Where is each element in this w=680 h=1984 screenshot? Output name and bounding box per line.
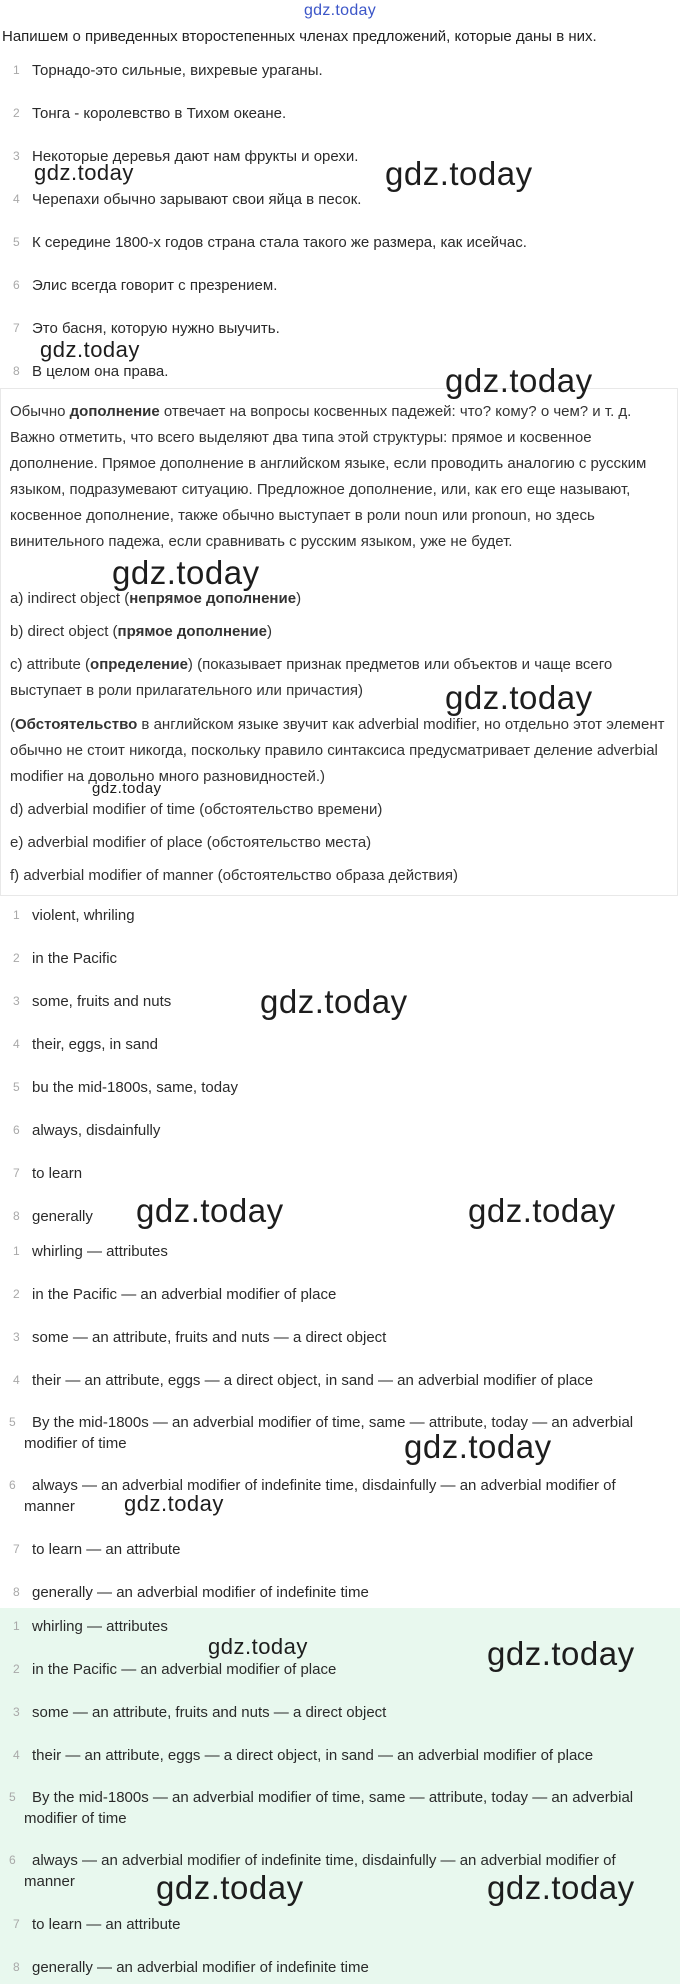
watermark: gdz.today	[208, 1634, 308, 1659]
watermark: gdz.today	[124, 1491, 224, 1516]
item-number: 5	[9, 1790, 16, 1804]
answer-text: bu the mid-1800s, same, today	[32, 1079, 238, 1096]
theory-text: c) attribute (	[10, 656, 91, 673]
list-item	[0, 1475, 670, 1517]
answer-text: some, fruits and nuts	[32, 993, 172, 1010]
item-number: 2	[13, 951, 20, 965]
watermark: gdz.today	[487, 1869, 635, 1906]
answer-text: By the mid-1800s — an adverbial modifier of time, same — attribute, today — an adverbial modifier of time	[24, 1414, 634, 1452]
theory-item-c	[10, 652, 672, 704]
watermark: gdz.today	[112, 554, 260, 591]
watermark: gdz.today	[92, 780, 162, 797]
list-item	[0, 1327, 386, 1348]
theory-item-d: d) adverbial modifier of time (обстоятельство времени)	[10, 801, 383, 818]
item-number: 6	[9, 1478, 16, 1492]
list-item	[0, 1659, 336, 1680]
answer-text: always, disdainfully	[32, 1122, 161, 1139]
answer-text: generally — an adverbial modifier of indefinite time	[32, 1584, 369, 1601]
list-item	[0, 232, 527, 253]
item-number: 3	[13, 149, 20, 163]
item-number: 2	[13, 1662, 20, 1676]
list-item	[0, 146, 358, 167]
theory-term: определение	[90, 656, 188, 673]
list-item	[0, 1077, 238, 1098]
list-item	[0, 1702, 386, 1723]
item-number: 4	[13, 1373, 20, 1387]
theory-adverbial-note	[10, 712, 672, 790]
watermark: gdz.today	[40, 337, 140, 362]
watermark: gdz.today	[385, 155, 533, 192]
theory-text: в английском языке звучит как adverbial modifier, но отдельно этот элемент обычно не стоит никогда, поскольку правило синтаксиса предусматривает деление adverbial modifier на довольно много разновидностей.)	[10, 716, 665, 785]
theory-term: прямое дополнение	[117, 623, 267, 640]
theory-text: a) indirect object (	[10, 590, 130, 607]
item-number: 4	[13, 1748, 20, 1762]
item-number: 6	[13, 278, 20, 292]
watermark: gdz.today	[487, 1635, 635, 1672]
answer-text: in the Pacific — an adverbial modifier of place	[32, 1661, 337, 1678]
answer-text: some — an attribute, fruits and nuts — a direct object	[32, 1329, 387, 1346]
theory-text: (	[10, 716, 15, 733]
answer-text: to learn	[32, 1165, 83, 1182]
theory-paragraph	[10, 399, 672, 555]
list-item	[0, 991, 171, 1012]
list-item	[0, 1241, 168, 1262]
answer-text: their — an attribute, eggs — a direct object, in sand — an adverbial modifier of place	[32, 1747, 594, 1764]
item-number: 3	[13, 1330, 20, 1344]
list-item	[0, 103, 286, 124]
item-number: 1	[13, 1244, 20, 1258]
item-number: 4	[13, 1037, 20, 1051]
list-item	[0, 1284, 336, 1305]
list-item	[0, 318, 280, 339]
item-number: 8	[13, 1585, 20, 1599]
theory-item-f: f) adverbial modifier of manner (обстоятельство образа действия)	[10, 867, 458, 884]
list-item	[0, 1582, 369, 1603]
watermark: gdz.today	[136, 1192, 284, 1229]
list-item	[0, 1914, 180, 1935]
sentence-text: Торнадо-это сильные, вихревые ураганы.	[32, 62, 323, 79]
watermark: gdz.today	[260, 983, 408, 1020]
watermark: gdz.today	[445, 679, 593, 716]
list-item	[0, 1034, 158, 1055]
list-item	[0, 1957, 369, 1978]
task-intro: Напишем о приведенных второстепенных членах предложений, которые даны в них.	[2, 28, 597, 45]
list-item	[0, 1745, 593, 1766]
theory-item-a	[10, 586, 672, 612]
watermark: gdz.today	[156, 1869, 304, 1906]
sentence-text: К середине 1800-х годов страна стала такого же размера, как исейчас.	[32, 234, 527, 251]
theory-term: дополнение	[69, 403, 160, 420]
watermark: gdz.today	[34, 160, 134, 185]
theory-item-e: e) adverbial modifier of place (обстоятельство места)	[10, 834, 372, 851]
list-item	[0, 1539, 180, 1560]
item-number: 1	[13, 1619, 20, 1633]
item-number: 8	[13, 1209, 20, 1223]
list-item	[0, 1163, 82, 1184]
theory-text: ) (показывает признак предметов или объектов и чаще всего выступает в роли прилагательного или причастия)	[10, 656, 613, 699]
item-number: 4	[13, 192, 20, 206]
item-number: 7	[13, 1917, 20, 1931]
sentence-text: Элис всегда говорит с презрением.	[32, 277, 278, 294]
highlighted-answers	[0, 1608, 680, 1984]
answer-text: whirling — attributes	[32, 1243, 168, 1260]
list-item	[0, 1787, 670, 1829]
answer-text: some — an attribute, fruits and nuts — a direct object	[32, 1704, 387, 1721]
site-logo[interactable]: gdz.today	[303, 2, 377, 19]
item-number: 3	[13, 1705, 20, 1719]
answer-text: their — an attribute, eggs — a direct object, in sand — an adverbial modifier of place	[32, 1372, 594, 1389]
theory-item-b	[10, 619, 672, 645]
item-number: 7	[13, 321, 20, 335]
answer-text: in the Pacific — an adverbial modifier of place	[32, 1286, 337, 1303]
list-item	[0, 905, 135, 926]
item-number: 5	[13, 235, 20, 249]
list-item	[0, 1850, 670, 1892]
item-number: 3	[13, 994, 20, 1008]
item-number: 6	[13, 1123, 20, 1137]
answer-text: whirling — attributes	[32, 1618, 168, 1635]
list-item	[0, 189, 361, 210]
item-number: 7	[13, 1166, 20, 1180]
theory-text: )	[296, 590, 302, 607]
item-number: 5	[9, 1415, 16, 1429]
watermark: gdz.today	[468, 1192, 616, 1229]
answer-text: violent, whriling	[32, 907, 135, 924]
item-number: 8	[13, 364, 20, 378]
watermark: gdz.today	[445, 362, 593, 399]
answer-text: their, eggs, in sand	[32, 1036, 158, 1053]
item-number: 8	[13, 1960, 20, 1974]
answer-text: generally — an adverbial modifier of indefinite time	[32, 1959, 369, 1976]
item-number: 2	[13, 106, 20, 120]
list-item	[0, 1370, 593, 1391]
list-item	[0, 361, 168, 382]
sentence-text: Черепахи обычно зарывают свои яйца в песок.	[32, 191, 362, 208]
list-item	[0, 1206, 93, 1227]
item-number: 1	[13, 63, 20, 77]
sentence-text: Это басня, которую нужно выучить.	[32, 320, 280, 337]
theory-term: Обстоятельство	[15, 716, 138, 733]
theory-box	[0, 388, 678, 896]
answer-text: By the mid-1800s — an adverbial modifier of time, same — attribute, today — an adverbial modifier of time	[24, 1789, 634, 1827]
answer-text: generally	[32, 1208, 93, 1225]
list-item	[0, 60, 323, 81]
list-item	[0, 948, 117, 969]
item-number: 7	[13, 1542, 20, 1556]
list-item	[0, 275, 277, 296]
answer-text: always — an adverbial modifier of indefinite time, disdainfully — an adverbial modifier of manner	[24, 1852, 616, 1890]
theory-text: b) direct object (	[10, 623, 118, 640]
sentence-text: Тонга - королевство в Тихом океане.	[32, 105, 287, 122]
answer-text: to learn — an attribute	[32, 1541, 181, 1558]
list-item	[0, 1120, 160, 1141]
item-number: 6	[9, 1853, 16, 1867]
theory-text: Обычно	[10, 403, 70, 420]
theory-term: непрямое дополнение	[129, 590, 297, 607]
watermark: gdz.today	[404, 1428, 552, 1465]
answer-text: to learn — an attribute	[32, 1916, 181, 1933]
sentence-text: В целом она права.	[32, 363, 169, 380]
theory-text: )	[266, 623, 272, 640]
item-number: 1	[13, 908, 20, 922]
list-item	[0, 1412, 670, 1454]
answer-text: always — an adverbial modifier of indefinite time, disdainfully — an adverbial modifier of manner	[24, 1477, 616, 1515]
item-number: 2	[13, 1287, 20, 1301]
list-item	[0, 1616, 168, 1637]
theory-text: отвечает на вопросы косвенных падежей: что? кому? о чем? и т. д. Важно отметить, что всего выделяют два типа этой структуры: прямое и косвенное дополнение. Прямое дополнение в английском языке, если проводить аналогию с русским языком, подразумевают ситуацию. Предложное дополнение, или, как его еще называют, косвенное дополнение, также обычно выступает в роли noun или pronoun, но здесь винительного падежа, если сравнивать с русским языком, уже не будет.	[10, 403, 647, 550]
item-number: 5	[13, 1080, 20, 1094]
answer-text: in the Pacific	[32, 950, 118, 967]
sentence-text: Некоторые деревья дают нам фрукты и орехи.	[32, 148, 359, 165]
